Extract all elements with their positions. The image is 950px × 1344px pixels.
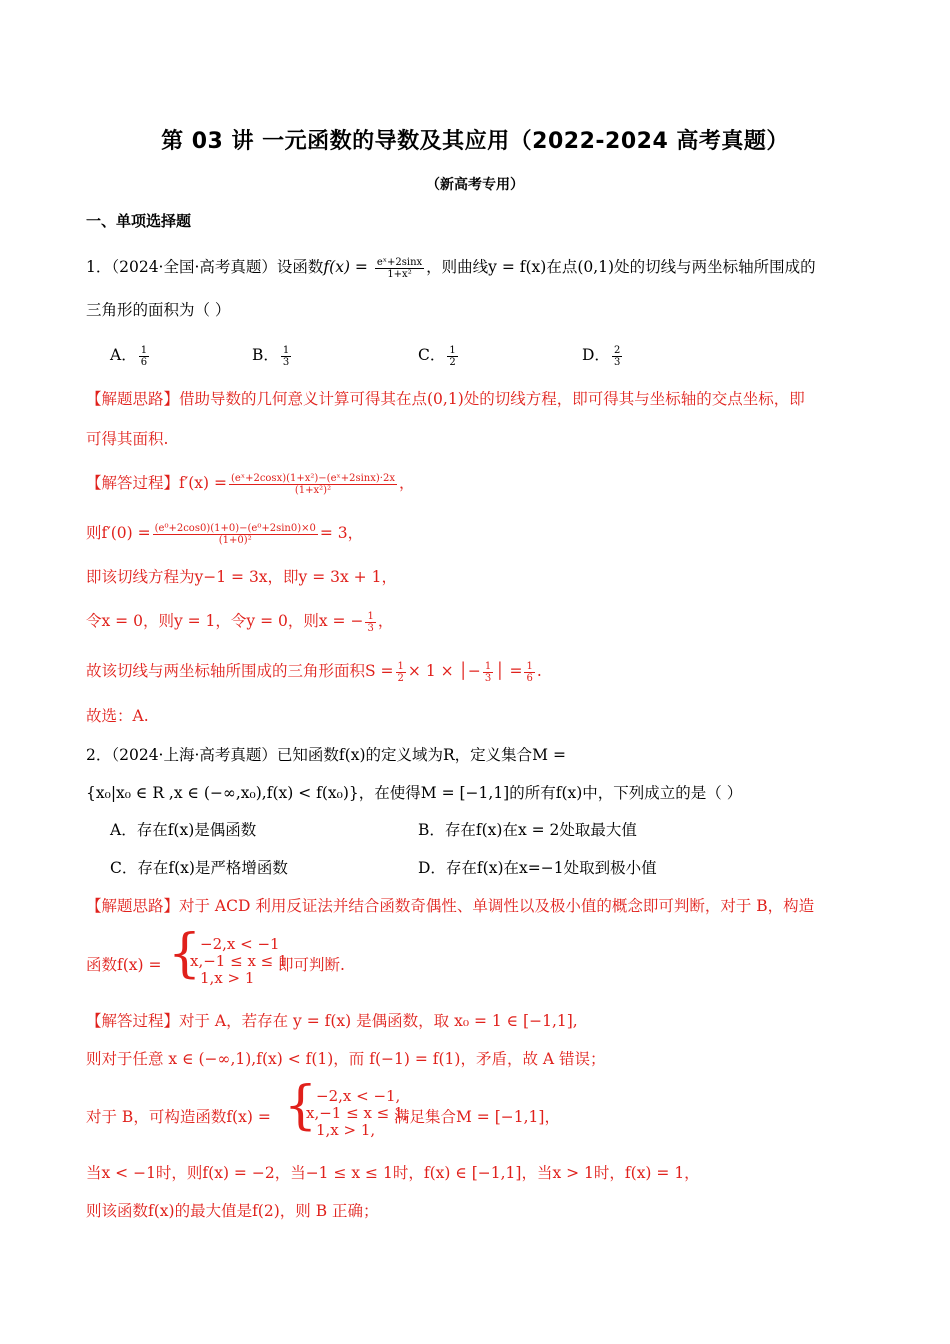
q2-process-line3-tail: 满足集合M = [−1,1]， bbox=[394, 1108, 560, 1126]
q1-thinking-line2: 可得其面积. bbox=[86, 430, 169, 448]
q2-option-a: A．存在f(x)是偶函数 bbox=[110, 821, 257, 839]
page-title: 第 03 讲 一元函数的导数及其应用（2022-2024 高考真题） bbox=[161, 129, 789, 154]
q2-process-line1: 【解答过程】对于 A，若存在 y = f(x) 是偶函数，取 x₀ = 1 ∈ [−1,1], bbox=[86, 1012, 578, 1030]
q2-process-line2: 则对于任意 x ∈ (−∞,1),f(x) < f(1)，而 f(−1) = f(1)，矛盾，故 A 错误； bbox=[86, 1050, 606, 1068]
q2-stem-line2: {x₀|x₀ ∈ R ,x ∈ (−∞,x₀),f(x) < f(x₀)}，在使得M = [−1,1]的所有f(x)中，下列成立的是（ ） bbox=[86, 784, 743, 802]
q2-option-d: D．存在f(x)在x=−1处取到极小值 bbox=[418, 859, 657, 877]
q2-thinking-line2: 函数f(x) = bbox=[86, 956, 162, 974]
q1-fraction: $\frac{\text{eˣ+2sinx}}{\text{1+x²}}$ bbox=[376, 256, 423, 280]
q2-option-c: C．存在f(x)是严格增函数 bbox=[110, 859, 288, 877]
q1-option-c: C． $\frac{1}{2}$ bbox=[418, 344, 456, 368]
q2-stem-line1: 2．（2024·上海·高考真题）已知函数f(x)的定义域为R，定义集合M = bbox=[86, 746, 566, 764]
q2-thinking-line1: 【解题思路】对于 ACD 利用反证法并结合函数奇偶性、单调性以及极小值的概念即可判断，对于 B，构造 bbox=[86, 897, 815, 915]
q1-option-d: D． $\frac{2}{3}$ bbox=[582, 344, 621, 368]
q1-stem-line2: 三角形的面积为（ ） bbox=[86, 301, 231, 319]
q1-process-line2: 则f′(0) = $\frac{\text{(e⁰+2cos0)(1+0)−(e⁰+2sin0)×0}}{\text{(1+0)²}}$ = 3， bbox=[86, 522, 364, 546]
page-subtitle: （新高考专用） bbox=[426, 177, 524, 193]
document-page: 第 03 讲 一元函数的导数及其应用（2022-2024 高考真题） （新高考专用） 一、单项选择题 1．（2024·全国·高考真题）设函数f(x) = $\frac{\text{eˣ+2sinx}}{\text{1+x²}}$ ，则曲线y = f(x)在点(0,1)处的切线与两坐标轴所围成的 三角形的面积为（ ） A． $\frac{1}{6}$ B． $\frac{1}{3}$ C． $\frac{1}{2}$ D． $\frac{2}{3}$ 【解题思路】借助导数的几何意义计算可得其在点(0,1)处的切线方程，即可得其与坐标轴的交点坐标，即 可得其面积. 【解答过程】f′(x) = $\frac{\text{(eˣ+2cosx)(1+x²)−(eˣ+2sinx)·2x}}{\text{(1+x²)²}}$ ， 则f′(0) = $\frac{\text{(e⁰+2cos0)(1+0)−(e⁰+2sin0)×0}}{\text{(1+0)²}}$ = 3， 即该切线方程为y−1 = 3x，即y = 3x + 1， 令x = 0，则y = 1，令y = 0，则x = − $\frac{1}{3}$ ， 故该切线与两坐标轴所围成的三角形面积S = $\frac{1}{2}$ × 1 × │− $\frac{1}{3}$ │ = $\frac{1}{6}$ . 故选：A. 2．（2024·上海·高考真题）已知函数f(x)的定义域为R，定义集合M = {x₀|x₀ ∈ R ,x ∈ (−∞,x₀),f(x) < f(x₀)}，在使得M = [−1,1]的所有f(x)中，下列成立的是（ ） A．存在f(x)是偶函数 B．存在f(x)在x = 2处取最大值 C．存在f(x)是严格增函数 D．存在f(x)在x=−1处取到极小值 【解题思路】对于 ACD 利用反证法并结合函数奇偶性、单调性以及极小值的概念即可判断，对于 B，构造 函数f(x) = { −2,x < −1 x,−1 ≤ x ≤ 1 1,x > 1 即可判断. 【解答过程】对于 A，若存在 y = f(x) 是偶函数，取 x₀ = 1 ∈ [−1,1], 则对于任意 x ∈ (−∞,1),f(x) < f(1)，而 f(−1) = f(1)，矛盾，故 A 错误； 对于 B，可构造函数f(x) = { −2,x < −1, x,−1 ≤ x ≤ 1, 1,x > 1, 满足集合M = [−1,1]， 当x < −1时，则f(x) = −2，当−1 ≤ x ≤ 1时，f(x) ∈ [−1,1]，当x > 1时，f(x) = 1， 则该函数f(x)的最大值是f(2)，则 B 正确； bbox=[0, 0, 950, 1344]
q2-process-line5: 则该函数f(x)的最大值是f(2)，则 B 正确； bbox=[86, 1202, 379, 1220]
q1-thinking-line1: 【解题思路】借助导数的几何意义计算可得其在点(0,1)处的切线方程，即可得其与坐标轴的交点坐标，即 bbox=[86, 390, 805, 408]
q1-option-b: B． $\frac{1}{3}$ bbox=[252, 344, 290, 368]
q1-option-a: A． $\frac{1}{6}$ bbox=[110, 344, 148, 368]
q2-thinking-line2-tail: 即可判断. bbox=[278, 956, 345, 974]
q1-process-line5: 故该切线与两坐标轴所围成的三角形面积S = $\frac{1}{2}$ × 1 × │− $\frac{1}{3}$ │ = $\frac{1}{6}$ . bbox=[86, 660, 542, 684]
q1-stem-line1: 1．（2024·全国·高考真题）设函数f(x) = $\frac{\text{eˣ+2sinx}}{\text{1+x²}}$ ，则曲线y = f(x)在点(0,1)处的切线与两坐标轴所围成的 bbox=[86, 256, 816, 280]
q2-process-line3: 对于 B，可构造函数f(x) = bbox=[86, 1108, 271, 1126]
q1-process-line3: 即该切线方程为y−1 = 3x，即y = 3x + 1， bbox=[86, 568, 397, 586]
q1-process-line1: 【解答过程】f′(x) = $\frac{\text{(eˣ+2cosx)(1+x²)−(eˣ+2sinx)·2x}}{\text{(1+x²)²}}$ ， bbox=[86, 472, 415, 496]
q1-process-line4: 令x = 0，则y = 1，令y = 0，则x = − $\frac{1}{3}$ ， bbox=[86, 610, 394, 634]
q2-process-line4: 当x < −1时，则f(x) = −2，当−1 ≤ x ≤ 1时，f(x) ∈ [−1,1]，当x > 1时，f(x) = 1， bbox=[86, 1164, 700, 1182]
q2-option-b: B．存在f(x)在x = 2处取最大值 bbox=[418, 821, 637, 839]
section-heading: 一、单项选择题 bbox=[86, 212, 192, 230]
q1-answer: 故选：A. bbox=[86, 707, 149, 725]
